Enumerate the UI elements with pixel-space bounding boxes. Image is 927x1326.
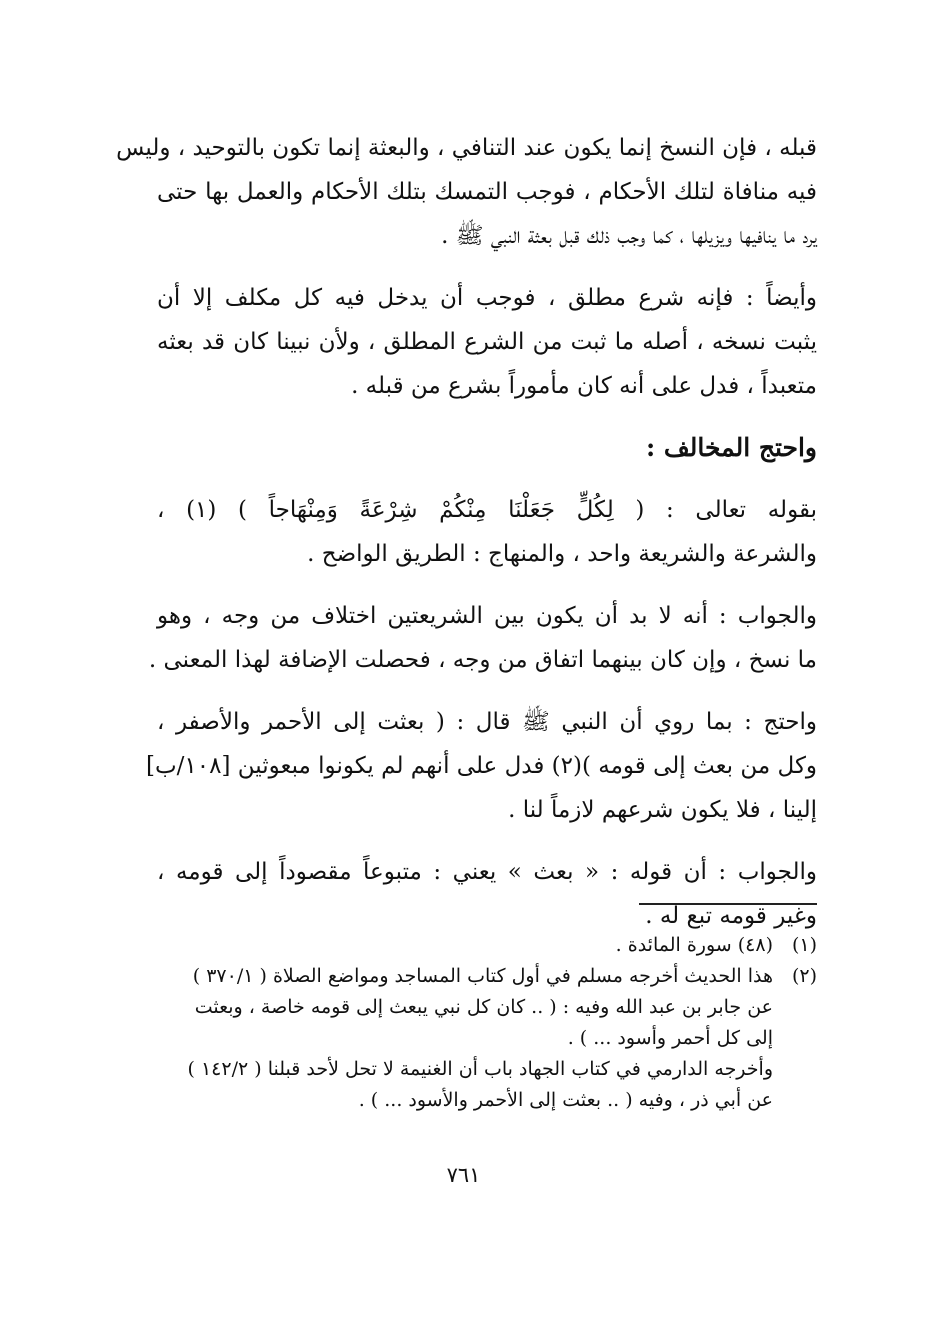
footnote <box>157 930 817 961</box>
text-line: وأيضاً : فإنه شرع مطلق ، فوجب أن يدخل فيه كل مكلف إلا أن <box>157 285 817 311</box>
text-line: واحتج : بما روي أن النبي ﷺ قال : ( بعثت إلى الأحمر والأصفر ، <box>157 709 817 735</box>
footnote-body <box>157 930 773 961</box>
page-number: ٧٦١ <box>446 1163 481 1187</box>
text-line: والشرعة والشريعة واحد ، والمنهاج : الطريق الواضح . <box>307 541 817 567</box>
text-line: ما نسخ ، وإن كان بينهما اتفاق من وجه ، فحصلت الإضافة لهذا المعنى . <box>148 647 817 673</box>
text-line: يرد ما ينافيها ويزيلها ، كما وجب ذلك قبل بعثة النبي ﷺ . <box>441 223 817 249</box>
paragraph <box>157 488 817 576</box>
main-text <box>116 126 817 956</box>
footnote-line: وأخرجه الدارمي في كتاب الجهاد باب أن الغنيمة لا تحل لأحد قبلنا ( ١٤٢/٢ ) <box>187 1058 773 1080</box>
paragraph <box>148 594 817 682</box>
paragraph <box>116 126 817 258</box>
text-line: يثبت نسخه ، أصله ما ثبت من الشرع المطلق ، ولأن نبينا كان قد بعثه <box>157 329 817 355</box>
footnote-separator <box>639 903 817 905</box>
text-line: وكل من بعث إلى قومه )(٢) فدل على أنهم لم يكونوا مبعوثين [١٠٨/ب] <box>146 753 817 779</box>
text-line: متعبداً ، فدل على أنه كان مأموراً بشرع من قبله . <box>351 373 817 399</box>
footnotes <box>157 930 817 1116</box>
paragraph <box>157 850 817 938</box>
text-line: والجواب : أن قوله : « بعث » يعني : متبوعاً مقصوداً إلى قومه ، <box>157 859 817 885</box>
text-line: قبله ، فإن النسخ إنما يكون عند التنافي ، والبعثة إنما تكون بالتوحيد ، وليس <box>116 135 817 161</box>
paragraph <box>146 700 817 832</box>
footnote-line: إلى كل أحمر وأسود ... ) . <box>567 1027 773 1049</box>
footnote-number: (٢) <box>791 965 817 987</box>
text-line: وغير قومه تبع له . <box>645 903 817 929</box>
footnote-line: عن أبي ذر ، وفيه ( .. بعثت إلى الأحمر والأسود ... ) . <box>358 1089 773 1111</box>
footnote-line: (٤٨) سورة المائدة . <box>615 934 773 956</box>
section-heading: واحتج المخالف : <box>645 433 817 462</box>
text-line: فيه منافاة لتلك الأحكام ، فوجب التمسك بتلك الأحكام والعمل بها حتى <box>157 179 817 205</box>
paragraph <box>157 276 817 408</box>
footnote <box>157 961 817 1116</box>
footnote-line: هذا الحديث أخرجه مسلم في أول كتاب المساجد ومواضع الصلاة ( ٣٧٠/١ ) <box>192 965 773 987</box>
text-line: إلينا ، فلا يكون شرعهم لازماً لنا . <box>508 797 817 823</box>
footnote-number: (١) <box>791 934 817 956</box>
text-line: بقوله تعالى : ( لِكُلٍّ جَعَلْنَا مِنْكُمْ شِرْعَةً وَمِنْهَاجاً ) (١) ، <box>157 497 817 523</box>
footnote-line: عن جابر بن عبد الله وفيه : ( .. كان كل نبي يبعث إلى قومه خاصة ، وبعثت <box>194 996 773 1018</box>
text-line: والجواب : أنه لا بد أن يكون بين الشريعتين اختلاف من وجه ، وهو <box>157 603 817 629</box>
footnote-body <box>157 961 773 1116</box>
